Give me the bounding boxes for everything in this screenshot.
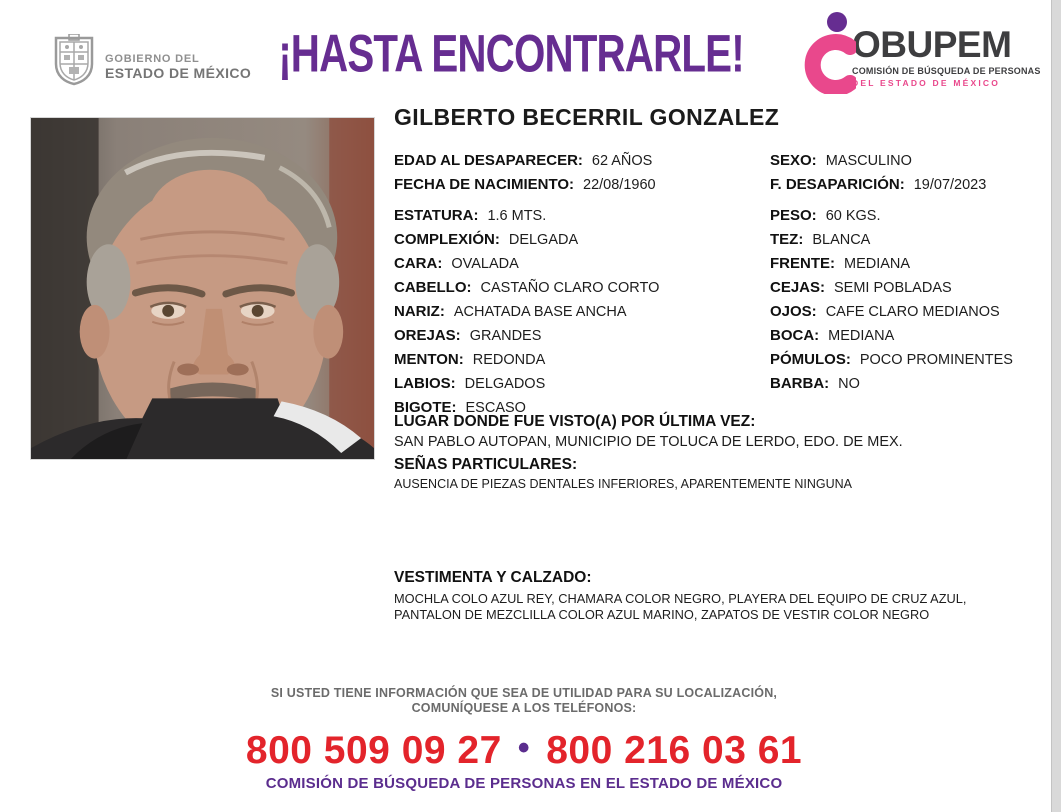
field-row: [394, 324, 659, 348]
cobupem-subtitle-2: DEL ESTADO DE MÉXICO: [852, 78, 1001, 88]
last-seen-value: SAN PABLO AUTOPAN, MUNICIPIO DE TOLUCA DE LERDO, EDO. DE MEX.: [394, 434, 903, 450]
cobupem-subtitle-1: COMISIÓN DE BÚSQUEDA DE PERSONAS: [852, 66, 1041, 76]
field-row: [770, 149, 1013, 173]
field-label: BOCA:: [770, 327, 820, 344]
field-value: 19/07/2023: [913, 177, 987, 193]
field-label: BARBA:: [770, 375, 830, 392]
last-seen-label: LUGAR DONDE FUE VISTO(A) POR ÚLTIMA VEZ:: [394, 413, 756, 430]
cobupem-wordmark: OBUPEM: [852, 24, 1012, 65]
contact-info-line2: COMUNÍQUESE A LOS TELÉFONOS:: [411, 701, 637, 715]
commission-name-line: COMISIÓN DE BÚSQUEDA DE PERSONAS EN EL ESTADO DE MÉXICO: [265, 775, 783, 792]
gov-logo-line2: ESTADO DE MÉXICO: [105, 65, 252, 81]
field-label: FRENTE:: [770, 255, 835, 272]
field-label: NARIZ:: [394, 303, 445, 320]
field-label: PESO:: [770, 207, 817, 224]
cobupem-c-mark-icon: [798, 10, 856, 94]
phone-numbers: [0, 727, 1048, 772]
portrait-illustration: [31, 118, 374, 459]
contact-info-line1: SI USTED TIENE INFORMACIÓN QUE SEA DE UTILIDAD PARA SU LOCALIZACIÓN,: [270, 686, 778, 700]
phone-number-2: 800 216 03 61: [546, 729, 803, 772]
field-label: LABIOS:: [394, 375, 456, 392]
field-row: [770, 252, 1013, 276]
gobierno-edomex-logo: [52, 34, 251, 86]
field-label: OJOS:: [770, 303, 817, 320]
cobupem-logo: [798, 6, 1041, 96]
field-row: [394, 372, 659, 396]
field-row: [394, 252, 659, 276]
field-value: ESCASO: [465, 400, 526, 416]
field-value: 1.6 MTS.: [487, 208, 547, 224]
field-row: [394, 173, 659, 197]
field-row: [394, 204, 659, 228]
field-value: CAFE CLARO MEDIANOS: [825, 304, 1000, 320]
field-label: ESTATURA:: [394, 207, 479, 224]
clothing-label: VESTIMENTA Y CALZADO:: [394, 569, 592, 586]
field-value: NO: [838, 376, 860, 392]
field-value: DELGADA: [508, 232, 579, 248]
field-value: MEDIANA: [828, 328, 895, 344]
field-row: [394, 348, 659, 372]
field-row: [394, 300, 659, 324]
field-value: 62 AÑOS: [591, 153, 653, 169]
field-row: [770, 348, 1013, 372]
field-row: [394, 228, 659, 252]
field-label: CABELLO:: [394, 279, 472, 296]
field-row: [770, 228, 1013, 252]
field-value: 22/08/1960: [583, 177, 656, 193]
field-row: [770, 372, 1013, 396]
scrollbar-track[interactable]: [1051, 0, 1061, 812]
field-row: [394, 276, 659, 300]
field-value: OVALADA: [451, 256, 519, 272]
phone-separator-dot: •: [517, 729, 531, 767]
field-value: GRANDES: [469, 328, 542, 344]
field-label: CARA:: [394, 255, 443, 272]
field-row: [770, 300, 1013, 324]
field-row: [770, 173, 1013, 197]
field-value: CASTAÑO CLARO CORTO: [480, 280, 660, 296]
field-label: F. DESAPARICIÓN:: [770, 176, 905, 193]
fields-column-left: [394, 149, 659, 420]
field-value: REDONDA: [472, 352, 546, 368]
person-name: GILBERTO BECERRIL GONZALEZ: [394, 104, 780, 130]
poster-title: ¡HASTA ENCONTRARLE!: [278, 25, 744, 84]
state-crest-icon: [52, 34, 96, 86]
field-label: CEJAS:: [770, 279, 826, 296]
field-row: [394, 149, 659, 173]
field-label: TEZ:: [770, 231, 804, 248]
field-value: ACHATADA BASE ANCHA: [453, 304, 627, 320]
fields-column-right: [770, 149, 1013, 396]
field-value: 60 KGS.: [825, 208, 881, 224]
missing-person-photo: [30, 117, 375, 460]
field-value: MEDIANA: [844, 256, 911, 272]
field-value: DELGADOS: [464, 376, 546, 392]
field-row: [770, 204, 1013, 228]
field-label: PÓMULOS:: [770, 351, 851, 368]
gov-logo-line1: GOBIERNO DEL: [105, 53, 200, 65]
field-value: POCO PROMINENTES: [859, 352, 1013, 368]
field-row: [770, 276, 1013, 300]
last-seen-section: [394, 412, 1024, 493]
field-value: SEMI POBLADAS: [834, 280, 952, 296]
contact-footer: [0, 686, 1048, 792]
clothing-value: MOCHLA COLO AZUL REY, CHAMARA COLOR NEGRO, PLAYERA DEL EQUIPO DE CRUZ AZUL, PANTALON DE MEZCLILLA COLOR AZUL MARINO, ZAPATOS DE VESTIR COLOR NEGRO: [394, 591, 967, 622]
field-label: MENTON:: [394, 351, 464, 368]
field-label: OREJAS:: [394, 327, 461, 344]
field-label: BIGOTE:: [394, 399, 457, 416]
phone-number-1: 800 509 09 27: [245, 729, 502, 772]
field-value: BLANCA: [812, 232, 871, 248]
field-label: FECHA DE NACIMIENTO:: [394, 176, 574, 193]
field-label: EDAD AL DESAPARECER:: [394, 152, 583, 169]
field-value: MASCULINO: [825, 153, 912, 169]
senas-value: AUSENCIA DE PIEZAS DENTALES INFERIORES, APARENTEMENTE NINGUNA: [394, 477, 852, 491]
clothing-section: [394, 568, 1016, 623]
field-label: SEXO:: [770, 152, 817, 169]
field-row: [770, 324, 1013, 348]
senas-label: SEÑAS PARTICULARES:: [394, 456, 578, 473]
field-label: COMPLEXIÓN:: [394, 231, 500, 248]
